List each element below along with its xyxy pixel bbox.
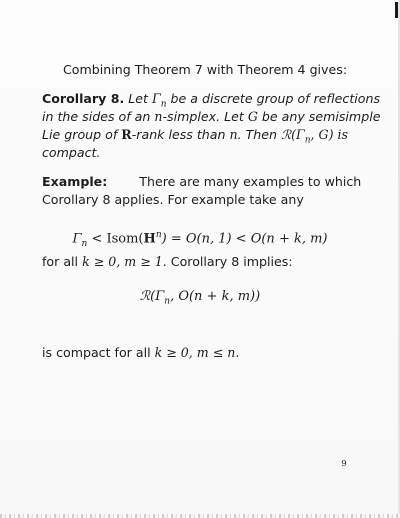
conditions-line: [42, 253, 293, 271]
simplex-text: -simplex. Let: [162, 109, 244, 124]
corollary-line-2-rest: be any semisimple: [261, 109, 381, 124]
for-all-text: for all: [42, 254, 79, 269]
scan-edge-mark: [395, 2, 398, 18]
example-title: Example:: [42, 174, 108, 189]
representation-equation: [0, 288, 400, 311]
example-first-line: There are many examples to which: [139, 174, 362, 189]
then-text: . Then: [237, 127, 278, 142]
corollary-implies-text: . Corollary 8 implies:: [162, 254, 293, 269]
rank-text: -rank less than: [131, 127, 226, 142]
lie-group-text: Lie group of: [42, 127, 118, 142]
r-gamma-expression: ℛ(Γ: [281, 127, 305, 142]
corollary-line-1-text: be a discrete group of reflections: [170, 91, 381, 106]
corollary-line-2: [42, 108, 380, 126]
n-variable: n: [154, 109, 163, 124]
isometry-equation: [0, 226, 400, 253]
rank-variable: n: [229, 127, 238, 142]
r-gamma-subscript: n: [304, 135, 311, 146]
compact-word: compact.: [42, 145, 101, 160]
real-field-symbol: R: [121, 127, 132, 142]
final-line: [42, 344, 239, 362]
corollary-line-2-prefix: in the sides of an: [42, 109, 151, 124]
condition-math: k ≥ 0, m ≥ 1: [82, 254, 163, 269]
representation-gamma: (Γ: [150, 289, 165, 304]
equation-gamma-sub: n: [81, 238, 88, 249]
equation-gamma: Γ: [72, 231, 82, 247]
page-number: 9: [341, 459, 347, 469]
representation-gamma-sub: n: [164, 296, 171, 307]
corollary-title: Corollary 8.: [42, 91, 125, 106]
example-line-2: [42, 191, 304, 209]
script-r: ℛ: [139, 289, 151, 304]
isom-text: < Isom(: [87, 231, 144, 247]
hyperbolic-space-symbol: H: [143, 231, 156, 247]
intro-sentence: Combining Theorem 7 with Theorem 4 gives:: [63, 62, 348, 77]
r-gamma-end: , G) is: [310, 127, 349, 142]
example-line-1: [42, 173, 361, 191]
hyperbolic-space-dimension: n: [155, 230, 162, 240]
corollary-line-4: [42, 144, 100, 162]
corollary-let: Let: [128, 91, 148, 106]
gamma-subscript: n: [160, 99, 167, 110]
final-period: .: [235, 345, 240, 360]
gamma-symbol: Γ: [151, 91, 161, 106]
g-variable: G: [247, 109, 258, 124]
final-text: is compact for all: [42, 345, 151, 360]
orthogonal-group-expression: ) = O(n, 1) < O(n + k, m): [161, 231, 328, 247]
intro-text: [63, 61, 347, 79]
scan-bottom-edge: [0, 514, 400, 518]
example-second-line: Corollary 8 applies. For example take any: [42, 192, 304, 207]
final-condition: k ≥ 0, m ≤ n: [154, 345, 236, 360]
representation-end: , O(n + k, m)): [170, 289, 261, 304]
